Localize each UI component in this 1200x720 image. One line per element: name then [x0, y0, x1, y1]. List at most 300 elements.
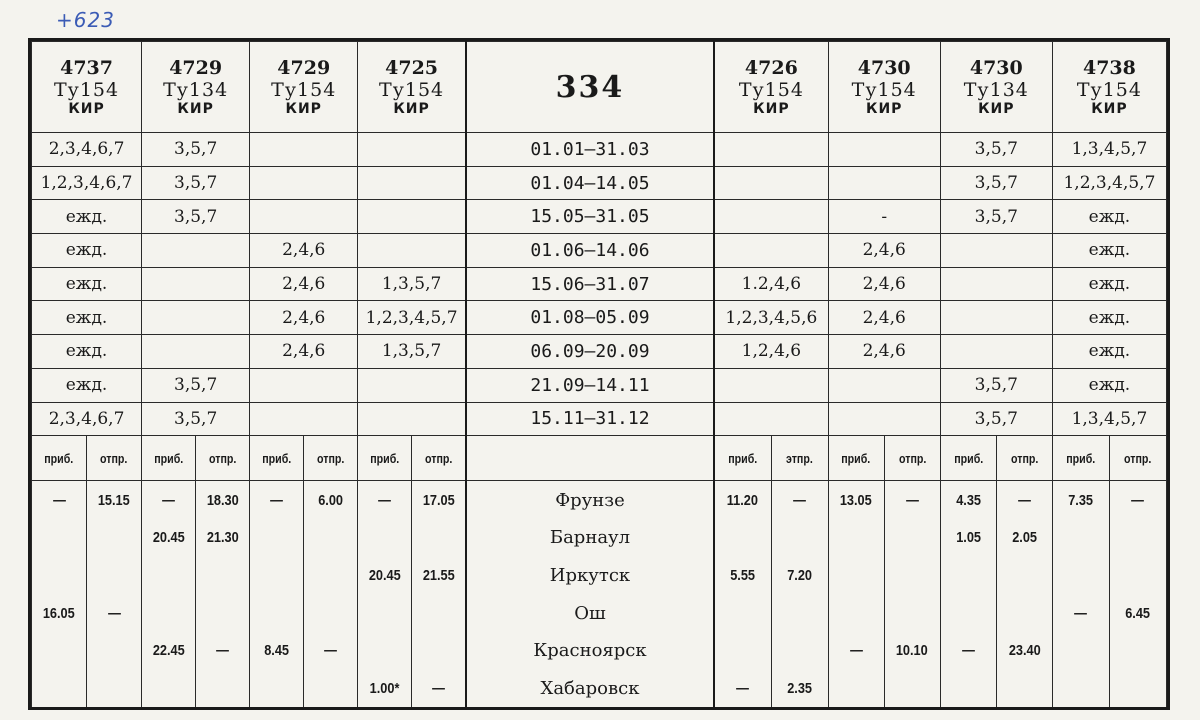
operating-days [828, 166, 940, 200]
city-name: Барнаул [466, 519, 714, 557]
time-cell [196, 519, 250, 557]
date-period: 01.04—14.05 [466, 166, 714, 200]
operating-days: ежд. [32, 301, 142, 335]
time-cell [996, 557, 1052, 595]
flight-header [940, 42, 1052, 133]
airline-code: КИР [393, 101, 430, 117]
flight-header [250, 42, 358, 133]
arrival-header [1052, 436, 1109, 481]
aircraft-type: Ту154 [738, 79, 804, 101]
airline-code: КИР [866, 101, 903, 117]
header-label: отпр. [1010, 450, 1039, 466]
time-cell [412, 669, 466, 707]
time-cell [828, 481, 884, 519]
city-header [466, 436, 714, 481]
time-cell [771, 481, 828, 519]
time-value: 5.55 [730, 566, 756, 584]
city-name: Красноярск [466, 632, 714, 670]
time-cell [87, 594, 142, 632]
header-label: приб. [44, 450, 74, 466]
operating-days: ежд. [1052, 267, 1166, 301]
schedule-row [32, 267, 1167, 301]
time-value: 21.55 [422, 566, 455, 584]
time-cell [87, 557, 142, 595]
route-title: 334 [466, 42, 714, 133]
operating-days [358, 200, 466, 234]
schedule-row [32, 133, 1167, 167]
time-value: 18.30 [206, 491, 239, 509]
operating-days [940, 301, 1052, 335]
time-value: — [905, 491, 919, 509]
time-cell [87, 632, 142, 670]
flight-number: 4729 [169, 57, 223, 79]
time-cell [1052, 481, 1109, 519]
arr-dep-header-row [32, 436, 1167, 481]
operating-days: ежд. [1052, 335, 1166, 369]
flight-header [828, 42, 940, 133]
aircraft-type: Ту154 [379, 79, 445, 101]
time-cell [250, 557, 304, 595]
date-period: 01.08—05.09 [466, 301, 714, 335]
time-cell [884, 632, 940, 670]
arrival-header [714, 436, 771, 481]
time-cell [771, 519, 828, 557]
operating-days [250, 200, 358, 234]
time-value: 20.45 [368, 566, 401, 584]
time-cell [884, 669, 940, 707]
operating-days: 3,5,7 [142, 133, 250, 167]
time-value: — [270, 491, 284, 509]
time-cell [884, 519, 940, 557]
time-cell [940, 519, 996, 557]
time-value: 6.00 [318, 491, 344, 509]
operating-days: 1,2,3,4,5,7 [358, 301, 466, 335]
time-cell [714, 557, 771, 595]
header-label: отпр. [317, 450, 345, 466]
time-cell [142, 669, 196, 707]
operating-days: - [828, 200, 940, 234]
time-cell [412, 594, 466, 632]
time-cell [1109, 557, 1166, 595]
time-value: 7.20 [787, 566, 813, 584]
time-cell [358, 481, 412, 519]
operating-days: 3,5,7 [142, 200, 250, 234]
time-cell [1109, 481, 1166, 519]
time-cell [828, 557, 884, 595]
header-label: приб. [154, 450, 184, 466]
time-cell [412, 481, 466, 519]
flight-number: 4737 [60, 57, 113, 79]
schedule-row [32, 335, 1167, 369]
time-cell [304, 594, 358, 632]
operating-days: 3,5,7 [142, 368, 250, 402]
time-cell [196, 632, 250, 670]
time-cell [32, 594, 87, 632]
time-cell [412, 557, 466, 595]
operating-days: 1,2,3,4,6,7 [32, 166, 142, 200]
stop-row [32, 481, 1167, 519]
time-cell [250, 594, 304, 632]
stop-row [32, 632, 1167, 670]
operating-days [358, 234, 466, 268]
date-period: 06.09—20.09 [466, 335, 714, 369]
date-period: 21.09—14.11 [466, 368, 714, 402]
operating-days: ежд. [32, 368, 142, 402]
header-label: приб. [841, 450, 871, 466]
time-cell [32, 519, 87, 557]
time-cell [996, 481, 1052, 519]
departure-header [87, 436, 142, 481]
header-label: отпр. [1124, 450, 1152, 466]
time-cell [714, 669, 771, 707]
schedule-row [32, 234, 1167, 268]
time-cell [771, 557, 828, 595]
operating-days [714, 200, 828, 234]
time-value: 13.05 [840, 491, 873, 509]
flight-number: 4726 [744, 57, 798, 79]
departure-header [771, 436, 828, 481]
timetable [31, 41, 1167, 707]
arrival-header [358, 436, 412, 481]
time-cell [828, 594, 884, 632]
operating-days: ежд. [32, 335, 142, 369]
operating-days [828, 133, 940, 167]
operating-days [714, 166, 828, 200]
flight-number: 4730 [857, 57, 911, 79]
operating-days: 3,5,7 [142, 402, 250, 436]
time-value: — [1074, 604, 1088, 622]
arrival-header [32, 436, 87, 481]
operating-days: 3,5,7 [940, 166, 1052, 200]
operating-days [714, 234, 828, 268]
time-cell [142, 594, 196, 632]
time-cell [32, 557, 87, 595]
header-label: приб. [1066, 450, 1096, 466]
time-value: 2.05 [1011, 529, 1037, 547]
flight-header [358, 42, 466, 133]
time-value: — [378, 491, 392, 509]
time-value: 22.45 [152, 642, 185, 660]
time-cell [828, 519, 884, 557]
time-cell [1109, 632, 1166, 670]
operating-days [250, 402, 358, 436]
stop-row [32, 669, 1167, 707]
header-label: отпр. [898, 450, 926, 466]
stop-row [32, 594, 1167, 632]
time-cell [358, 519, 412, 557]
operating-days: 2,4,6 [250, 335, 358, 369]
time-cell [358, 557, 412, 595]
operating-days: 2,4,6 [828, 301, 940, 335]
operating-days: 1.2,4,6 [714, 267, 828, 301]
time-cell [1052, 669, 1109, 707]
time-cell [87, 519, 142, 557]
flight-number: 4738 [1082, 57, 1136, 79]
operating-days [940, 267, 1052, 301]
time-cell [304, 557, 358, 595]
time-cell [196, 557, 250, 595]
timetable-frame [28, 38, 1170, 710]
date-period: 01.01—31.03 [466, 133, 714, 167]
time-cell [142, 632, 196, 670]
time-cell [87, 481, 142, 519]
time-cell [304, 519, 358, 557]
operating-days: 1,3,5,7 [358, 267, 466, 301]
time-value: 8.45 [264, 642, 290, 660]
time-cell [32, 669, 87, 707]
arrival-header [250, 436, 304, 481]
flight-header [142, 42, 250, 133]
time-value: 21.30 [206, 529, 239, 547]
flight-number: 4725 [385, 57, 439, 79]
date-period: 15.06—31.07 [466, 267, 714, 301]
operating-days: 1,2,3,4,5,6 [714, 301, 828, 335]
operating-days: 2,4,6 [250, 234, 358, 268]
time-value: — [793, 491, 807, 509]
operating-days: 2,3,4,6,7 [32, 133, 142, 167]
city-name: Хабаровск [466, 669, 714, 707]
operating-days [358, 402, 466, 436]
time-value: — [736, 679, 750, 697]
operating-days [828, 402, 940, 436]
time-cell [304, 481, 358, 519]
time-value: 16.05 [43, 604, 75, 622]
time-cell [996, 594, 1052, 632]
time-cell [87, 669, 142, 707]
time-cell [142, 519, 196, 557]
time-cell [940, 481, 996, 519]
time-value: — [107, 604, 121, 622]
time-cell [996, 632, 1052, 670]
time-cell [250, 669, 304, 707]
time-cell [358, 669, 412, 707]
departure-header [412, 436, 466, 481]
schedule-row [32, 200, 1167, 234]
time-value: — [216, 642, 230, 660]
schedule-row [32, 166, 1167, 200]
time-cell [304, 632, 358, 670]
stop-row [32, 519, 1167, 557]
stop-row [32, 557, 1167, 595]
operating-days: 3,5,7 [142, 166, 250, 200]
operating-days [142, 335, 250, 369]
time-cell [412, 519, 466, 557]
operating-days: ежд. [1052, 301, 1166, 335]
flight-number: 4730 [969, 57, 1023, 79]
operating-days: ежд. [32, 200, 142, 234]
time-cell [412, 632, 466, 670]
operating-days: 3,5,7 [940, 200, 1052, 234]
operating-days [714, 368, 828, 402]
departure-header [1109, 436, 1166, 481]
header-label: приб. [728, 450, 758, 466]
arrival-header [940, 436, 996, 481]
aircraft-type: Ту154 [1076, 79, 1142, 101]
flight-header [714, 42, 828, 133]
time-cell [1052, 632, 1109, 670]
time-cell [828, 632, 884, 670]
flight-header [32, 42, 142, 133]
time-value: 6.45 [1125, 604, 1151, 622]
time-value: 1.05 [955, 529, 981, 547]
time-value: — [849, 642, 863, 660]
time-cell [714, 594, 771, 632]
time-cell [358, 594, 412, 632]
time-cell [358, 632, 412, 670]
time-cell [771, 669, 828, 707]
aircraft-type: Ту134 [163, 79, 229, 101]
time-value: 17.05 [422, 491, 455, 509]
time-value: — [1131, 491, 1145, 509]
header-row [32, 42, 1167, 133]
header-label: отпр. [208, 450, 237, 466]
time-cell [828, 669, 884, 707]
flight-number: 4729 [277, 57, 331, 79]
aircraft-type: Ту134 [963, 79, 1029, 101]
date-period: 15.11—31.12 [466, 402, 714, 436]
airline-code: КИР [753, 101, 790, 117]
operating-days [828, 368, 940, 402]
time-value: 4.35 [955, 491, 981, 509]
time-cell [250, 481, 304, 519]
time-cell [940, 594, 996, 632]
operating-days: ежд. [1052, 200, 1166, 234]
header-label: отпр. [100, 450, 128, 466]
operating-days: 2,4,6 [250, 267, 358, 301]
time-cell [884, 557, 940, 595]
operating-days [358, 166, 466, 200]
time-value: 10.10 [896, 642, 929, 660]
city-name: Фрунзе [466, 481, 714, 519]
operating-days [142, 267, 250, 301]
time-cell [1109, 519, 1166, 557]
operating-days: 3,5,7 [940, 133, 1052, 167]
operating-days: 3,5,7 [940, 368, 1052, 402]
city-name: Иркутск [466, 557, 714, 595]
time-cell [1109, 594, 1166, 632]
time-cell [714, 481, 771, 519]
time-cell [250, 632, 304, 670]
operating-days [250, 166, 358, 200]
airline-code: КИР [285, 101, 322, 117]
time-value: 11.20 [727, 491, 759, 509]
handwritten-annotation: +623 [56, 8, 115, 32]
header-label: приб. [370, 450, 400, 466]
time-cell [884, 481, 940, 519]
departure-header [304, 436, 358, 481]
time-value: — [52, 491, 66, 509]
schedule-row [32, 368, 1167, 402]
operating-days [358, 368, 466, 402]
operating-days: 1,3,5,7 [358, 335, 466, 369]
time-cell [714, 519, 771, 557]
time-cell [1052, 519, 1109, 557]
airline-code: КИР [177, 101, 214, 117]
time-cell [32, 632, 87, 670]
operating-days: 2,4,6 [828, 335, 940, 369]
flight-header [1052, 42, 1166, 133]
time-cell [1109, 669, 1166, 707]
time-value: 15.15 [98, 491, 131, 509]
header-label: отпр. [424, 450, 453, 466]
time-cell [32, 481, 87, 519]
operating-days: ежд. [1052, 368, 1166, 402]
time-cell [1052, 594, 1109, 632]
airline-code: КИР [978, 101, 1015, 117]
time-cell [884, 594, 940, 632]
date-period: 15.05—31.05 [466, 200, 714, 234]
time-value: 1.00* [369, 679, 400, 697]
time-value: 20.45 [152, 529, 185, 547]
airline-code: КИР [68, 101, 105, 117]
time-value: — [324, 642, 338, 660]
operating-days: 3,5,7 [940, 402, 1052, 436]
operating-days: ежд. [32, 234, 142, 268]
aircraft-type: Ту154 [271, 79, 337, 101]
time-cell [304, 669, 358, 707]
operating-days: 2,3,4,6,7 [32, 402, 142, 436]
aircraft-type: Ту154 [53, 79, 120, 101]
aircraft-type: Ту154 [851, 79, 917, 101]
departure-header [996, 436, 1052, 481]
operating-days: 1,2,4,6 [714, 335, 828, 369]
operating-days [714, 402, 828, 436]
time-cell [250, 519, 304, 557]
time-value: 7.35 [1068, 491, 1094, 509]
operating-days [250, 133, 358, 167]
time-value: — [961, 642, 975, 660]
operating-days: 1,2,3,4,5,7 [1052, 166, 1166, 200]
time-cell [771, 594, 828, 632]
time-cell [714, 632, 771, 670]
time-cell [196, 481, 250, 519]
time-value: — [162, 491, 175, 509]
operating-days [940, 335, 1052, 369]
airline-code: КИР [1091, 101, 1128, 117]
time-cell [771, 632, 828, 670]
time-value: — [432, 679, 445, 697]
time-cell [940, 632, 996, 670]
departure-header [196, 436, 250, 481]
date-period: 01.06—14.06 [466, 234, 714, 268]
city-name: Ош [466, 594, 714, 632]
time-cell [142, 481, 196, 519]
operating-days [358, 133, 466, 167]
operating-days: ежд. [32, 267, 142, 301]
time-cell [196, 594, 250, 632]
time-value: — [1017, 491, 1031, 509]
operating-days: 2,4,6 [828, 267, 940, 301]
arrival-header [828, 436, 884, 481]
operating-days: ежд. [1052, 234, 1166, 268]
schedule-row [32, 402, 1167, 436]
time-cell [196, 669, 250, 707]
header-label: приб. [262, 450, 292, 466]
time-cell [142, 557, 196, 595]
arrival-header [142, 436, 196, 481]
operating-days: 2,4,6 [828, 234, 940, 268]
header-label: этпр. [786, 450, 814, 466]
time-cell [996, 669, 1052, 707]
operating-days: 2,4,6 [250, 301, 358, 335]
operating-days [714, 133, 828, 167]
time-cell [996, 519, 1052, 557]
departure-header [884, 436, 940, 481]
time-cell [1052, 557, 1109, 595]
schedule-row [32, 301, 1167, 335]
operating-days [142, 301, 250, 335]
operating-days: 1,3,4,5,7 [1052, 133, 1166, 167]
